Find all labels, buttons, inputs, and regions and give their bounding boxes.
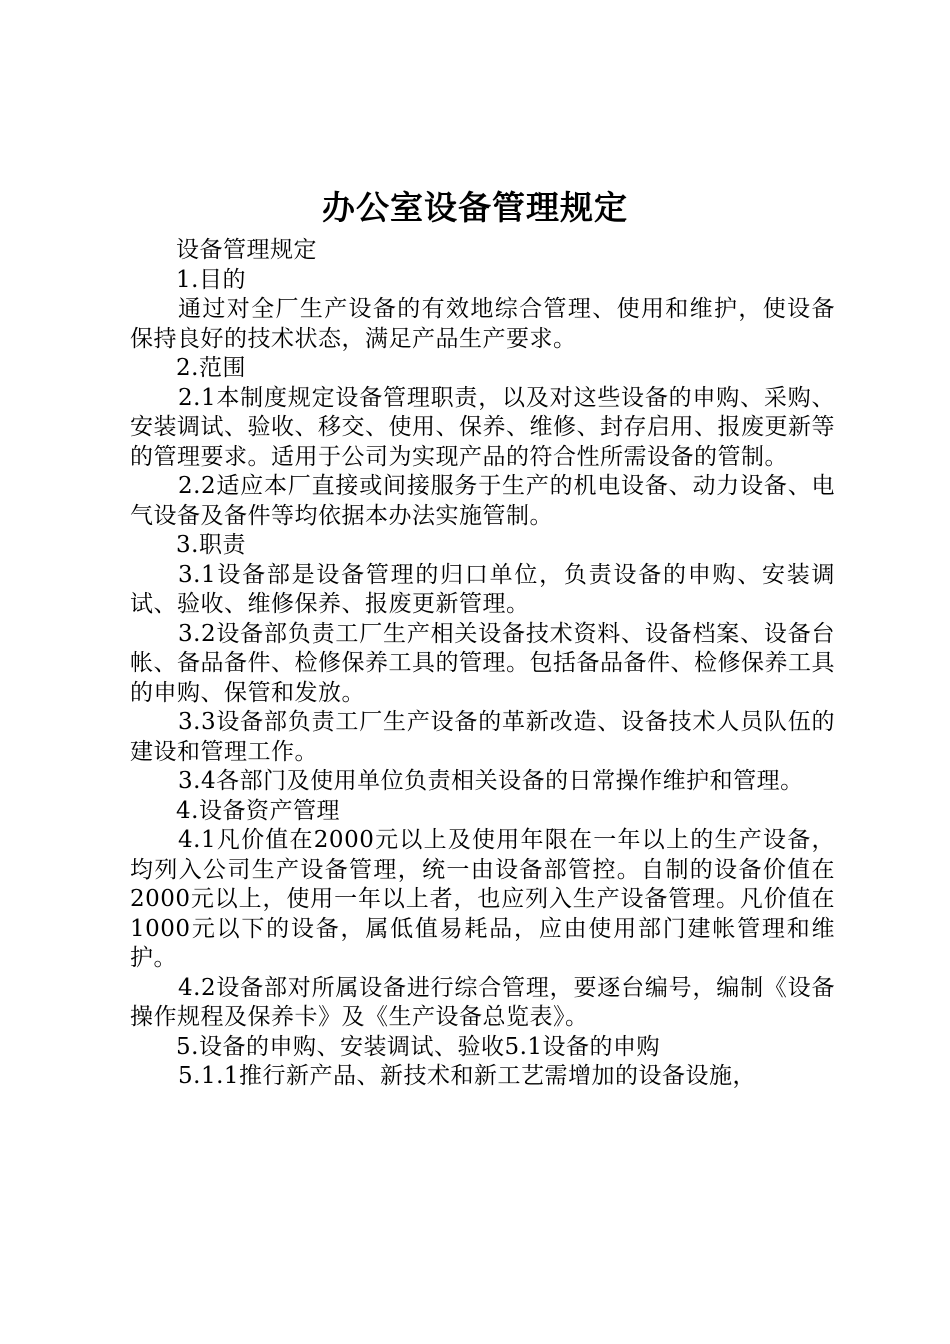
paragraph-duties-3-2: 3.2设备部负责工厂生产相关设备技术资料、设备档案、设备台帐、备品备件、检修保养工具的管理。包括备品备件、检修保养工具的申购、保管和发放。 bbox=[130, 620, 835, 706]
document-body bbox=[130, 236, 835, 1092]
paragraph-duties-3-3: 3.3设备部负责工厂生产设备的革新改造、设备技术人员队伍的建设和管理工作。 bbox=[130, 709, 835, 765]
paragraph-duties-3-1: 3.1设备部是设备管理的归口单位，负责设备的申购、安装调试、验收、维修保养、报废更新管理。 bbox=[130, 561, 835, 617]
document-title: 办公室设备管理规定 bbox=[322, 188, 628, 227]
paragraph-scope-2-1: 2.1本制度规定设备管理职责，以及对这些设备的申购、采购、安装调试、验收、移交、使用、保养、维修、封存启用、报废更新等的管理要求。适用于公司为实现产品的符合性所需设备的管制。 bbox=[130, 384, 835, 470]
paragraph-assets-4-2: 4.2设备部对所属设备进行综合管理，要逐台编号，编制《设备操作规程及保养卡》及《生产设备总览表》。 bbox=[130, 974, 835, 1030]
paragraph-purchase-5-1-1: 5.1.1推行新产品、新技术和新工艺需增加的设备设施， bbox=[178, 1063, 757, 1089]
section-heading-assets: 4.设备资产管理 bbox=[176, 797, 340, 824]
paragraph-purpose: 通过对全厂生产设备的有效地综合管理、使用和维护，使设备保持良好的技术状态，满足产品生产要求。 bbox=[130, 296, 835, 352]
section-heading-duties: 3.职责 bbox=[176, 532, 246, 558]
section-heading-purpose: 1.目的 bbox=[176, 266, 246, 293]
paragraph-subtitle: 设备管理规定 bbox=[176, 237, 317, 263]
paragraph-scope-2-2: 2.2适应本厂直接或间接服务于生产的机电设备、动力设备、电气设备及备件等均依据本办法实施管制。 bbox=[130, 473, 835, 529]
section-heading-purchase: 5.设备的申购、安装调试、验收5.1设备的申购 bbox=[176, 1033, 661, 1060]
paragraph-assets-4-1: 4.1凡价值在2000元以上及使用年限在一年以上的生产设备，均列入公司生产设备管理，统一由设备部管控。自制的设备价值在2000元以上，使用一年以上者，也应列入生产设备管理。凡价值在1000元以下的设备，属低值易耗品，应由使用部门建帐管理和维护。 bbox=[130, 827, 835, 971]
section-heading-scope: 2.范围 bbox=[176, 355, 246, 381]
paragraph-duties-3-4: 3.4各部门及使用单位负责相关设备的日常操作维护和管理。 bbox=[178, 768, 804, 794]
